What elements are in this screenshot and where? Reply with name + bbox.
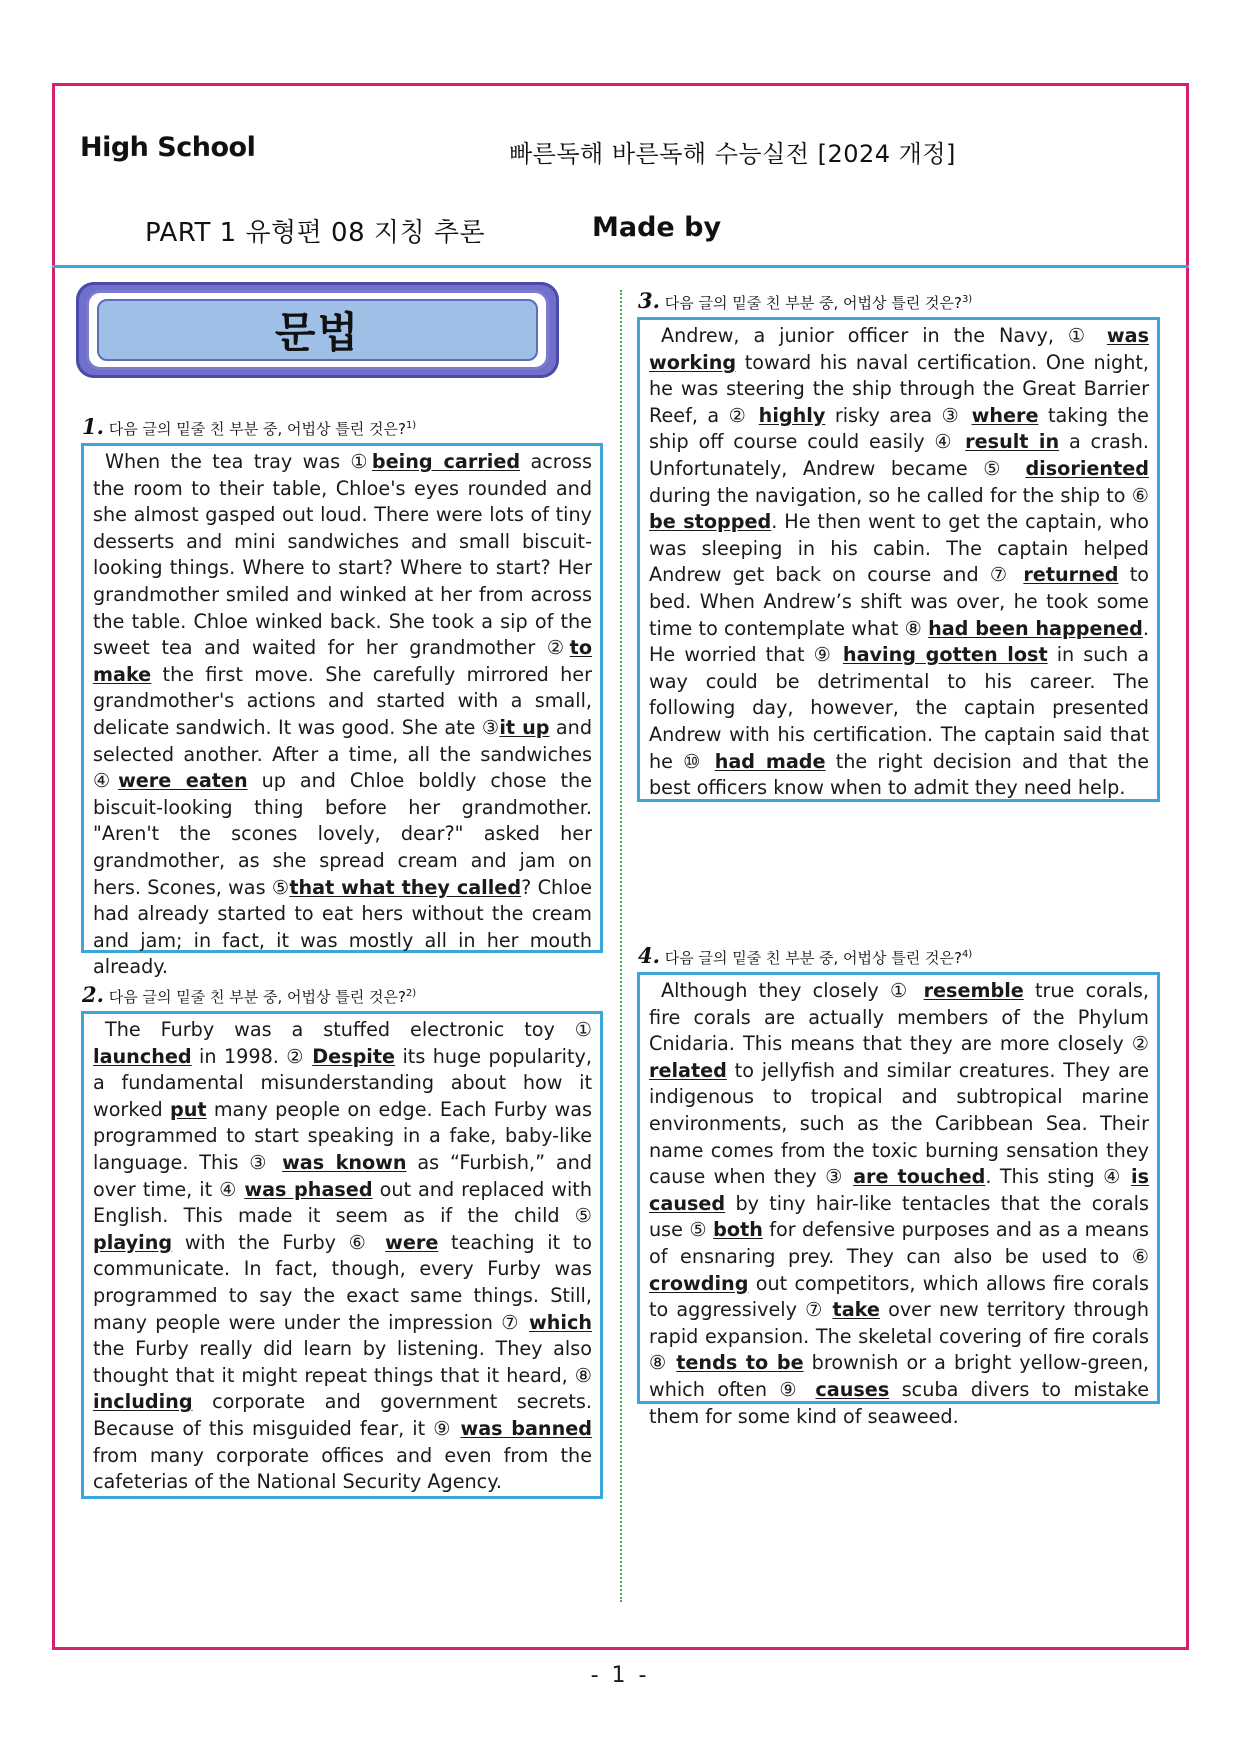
footnote-marker: 2) xyxy=(405,988,417,999)
passage-segment: the right decision and that the best officers know when to admit they need help. xyxy=(649,749,1149,800)
section-badge-label: 문법 xyxy=(274,308,361,357)
passage-segment: Although they closely ① xyxy=(661,979,924,1002)
underlined-phrase: it up xyxy=(499,715,550,739)
footnote-marker: 1) xyxy=(405,420,417,431)
underlined-phrase: is caused xyxy=(649,1165,1149,1215)
question-prompt: 다음 글의 밑줄 친 부분 중, 어법상 틀린 것은? xyxy=(664,949,962,967)
question-prompt: 다음 글의 밑줄 친 부분 중, 어법상 틀린 것은? xyxy=(664,294,962,312)
passage-text xyxy=(649,323,1149,802)
question-number: 1. xyxy=(82,414,104,439)
underlined-phrase: were eaten xyxy=(118,769,248,793)
passage-segment: . This sting ④ xyxy=(985,1165,1131,1189)
passage-segment: the Furby really did learn by listening. They also thought that it might repeat things that it heard, ⑧ xyxy=(93,1337,592,1387)
passage-segment: and selected another. After a time, all the sandwiches ④ xyxy=(93,715,593,793)
passage-segment: corporate and government secrets. Because of this misguided fear, it ⑨ xyxy=(93,1390,592,1440)
passage-segment: in 1998. ② xyxy=(191,1044,313,1068)
underlined-phrase: was banned xyxy=(460,1416,593,1440)
question-3-heading xyxy=(638,288,972,313)
underlined-phrase: was working xyxy=(649,324,1149,374)
passage-text xyxy=(93,449,592,981)
underlined-phrase: had made xyxy=(714,749,826,773)
passage-segment: When the tea tray was ① xyxy=(105,450,372,473)
underlined-phrase: be stopped xyxy=(649,510,772,534)
underlined-phrase: highly xyxy=(758,403,826,427)
question-number: 4. xyxy=(638,943,660,968)
passage-segment: The Furby was a stuffed electronic toy ① xyxy=(105,1018,592,1041)
underlined-phrase: returned xyxy=(1023,563,1119,587)
passage-segment: teaching it to communicate. In fact, though, every Furby was programmed to say the exact same things. Still, many people were under the impression ⑦ xyxy=(93,1230,592,1334)
underlined-phrase: which xyxy=(529,1310,592,1334)
question-1-passage xyxy=(81,443,603,979)
footnote-marker: 4) xyxy=(961,949,973,960)
underlined-phrase: are touched xyxy=(853,1165,986,1189)
made-by-label: Made by xyxy=(592,212,722,243)
page-number: - 1 - xyxy=(590,1663,650,1688)
passage-segment: out and replaced with English. This made it seem as if the child ⑤ xyxy=(93,1177,592,1228)
question-prompt: 다음 글의 밑줄 친 부분 중, 어법상 틀린 것은? xyxy=(108,420,406,438)
passage-segment: over new territory through rapid expansion. The skeletal covering of fire corals ⑧ xyxy=(649,1298,1149,1375)
question-3-passage xyxy=(637,317,1160,802)
passage-segment: for defensive purposes and as a means of ensnaring prey. They can also be used to ⑥ xyxy=(649,1218,1149,1268)
question-2-heading xyxy=(82,982,416,1007)
passage-segment: brownish or a bright yellow-green, which often ⑨ xyxy=(649,1351,1149,1401)
passage-segment: ? Chloe had already started to eat hers without the cream and jam; in fact, it was mostly all in her mouth already. xyxy=(93,875,592,979)
passage-segment: with the Furby ⑥ xyxy=(172,1230,386,1254)
passage-segment: as “Furbish,” and over time, it ④ xyxy=(93,1150,592,1201)
passage-text xyxy=(93,1017,592,1496)
passage-segment: to bed. When Andrew’s shift was over, he took some time to contemplate what ⑧ xyxy=(649,563,1149,640)
question-prompt: 다음 글의 밑줄 친 부분 중, 어법상 틀린 것은? xyxy=(108,988,406,1006)
underlined-phrase: that what they called xyxy=(289,875,522,899)
passage-segment: its huge popularity, a fundamental misunderstanding about how it worked xyxy=(93,1044,592,1121)
underlined-phrase: result in xyxy=(965,430,1060,454)
passage-segment: toward his naval certification. One night, he was steering the ship through the Great Barrier Reef, a ② xyxy=(649,350,1149,427)
passage-segment: taking the ship off course could easily ④ xyxy=(649,403,1149,454)
underlined-phrase: were xyxy=(385,1230,439,1254)
underlined-phrase: put xyxy=(170,1097,207,1121)
question-4-passage xyxy=(637,972,1160,1428)
underlined-phrase: having gotten lost xyxy=(842,643,1048,667)
underlined-phrase: launched xyxy=(93,1044,192,1068)
underlined-phrase: playing xyxy=(93,1230,173,1254)
underlined-phrase: resemble xyxy=(923,979,1024,1002)
question-number: 2. xyxy=(82,982,104,1007)
underlined-phrase: related xyxy=(649,1058,727,1082)
book-title: 빠른독해 바른독해 수능실전 [2024 개정] xyxy=(509,140,956,168)
underlined-phrase: to make xyxy=(93,636,592,686)
school-label: High School xyxy=(80,132,256,163)
header-rule xyxy=(52,265,1189,268)
passage-segment: by tiny hair-like tentacles that the corals use ⑤ xyxy=(649,1191,1149,1242)
underlined-phrase: crowding xyxy=(649,1271,749,1295)
section-badge xyxy=(76,282,559,378)
passage-segment: from many corporate offices and even from the cafeterias of the National Security Agency. xyxy=(93,1443,592,1494)
passage-text xyxy=(649,978,1149,1430)
underlined-phrase: including xyxy=(93,1390,193,1414)
underlined-phrase: tends to be xyxy=(676,1351,804,1375)
passage-segment: to jellyfish and similar creatures. They are indigenous to tropical and subtropical marine environments, such as the Caribbean Sea. Their name comes from the toxic burning sensation they cause when they ③ xyxy=(649,1058,1149,1189)
underlined-phrase: take xyxy=(832,1298,880,1322)
underlined-phrase: both xyxy=(713,1218,763,1242)
underlined-phrase: was phased xyxy=(244,1177,373,1201)
passage-segment: . He worried that ⑨ xyxy=(649,616,1149,667)
underlined-phrase: was known xyxy=(282,1150,407,1174)
underlined-phrase: where xyxy=(971,403,1039,427)
underlined-phrase: causes xyxy=(815,1377,890,1401)
passage-segment: during the navigation, so he called for the ship to ⑥ xyxy=(649,483,1149,507)
passage-segment: risky area ③ xyxy=(825,403,972,427)
part-title: PART 1 유형편 08 지칭 추론 xyxy=(145,218,486,248)
underlined-phrase: Despite xyxy=(312,1044,396,1068)
passage-segment: in such a way could be detrimental to his career. The following day, however, the captain presented Andrew with his certification. The captain said that he ⑩ xyxy=(649,643,1150,773)
question-1-heading xyxy=(82,414,416,439)
question-number: 3. xyxy=(638,288,660,313)
question-2-passage xyxy=(81,1011,603,1499)
footnote-marker: 3) xyxy=(961,294,973,305)
passage-segment: true corals, fire corals are actually members of the Phylum Cnidaria. This means that they are more closely ② xyxy=(649,979,1149,1056)
passage-segment: scuba divers to mistake them for some kind of seaweed. xyxy=(649,1377,1149,1428)
underlined-phrase: had been happened xyxy=(928,616,1143,640)
passage-segment: a crash. Unfortunately, Andrew became ⑤ xyxy=(649,430,1149,480)
passage-segment: Andrew, a junior officer in the Navy, ① xyxy=(661,324,1107,347)
passage-segment: . He then went to get the captain, who was sleeping in his cabin. The captain helped Andrew get back on course and ⑦ xyxy=(649,510,1150,587)
column-divider xyxy=(620,290,622,1602)
passage-segment: across the room to their table, Chloe's eyes rounded and she almost gasped out loud. There were lots of tiny desserts and mini sandwiches and small biscuit-looking things. Where to start? Where to start? Her grandmother smiled and winked at her from across the table. Chloe winked back. She took a sip of the sweet tea and waited for her grandmother ② xyxy=(93,450,592,660)
passage-segment: many people on edge. Each Furby was programmed to start speaking in a fake, baby-like language. This ③ xyxy=(93,1097,592,1174)
passage-segment: up and Chloe boldly chose the biscuit-looking thing before her grandmother. "Aren't the scones lovely, dear?" asked her grandmother, as she spread cream and jam on hers. Scones, was ⑤ xyxy=(93,769,593,899)
passage-segment: out competitors, which allows fire corals to aggressively ⑦ xyxy=(649,1271,1149,1322)
question-4-heading xyxy=(638,943,972,968)
passage-segment: the first move. She carefully mirrored her grandmother's actions and started with a small, delicate sandwich. It was good. She ate ③ xyxy=(93,662,592,739)
underlined-phrase: disoriented xyxy=(1025,456,1149,480)
underlined-phrase: being carried xyxy=(371,450,521,473)
